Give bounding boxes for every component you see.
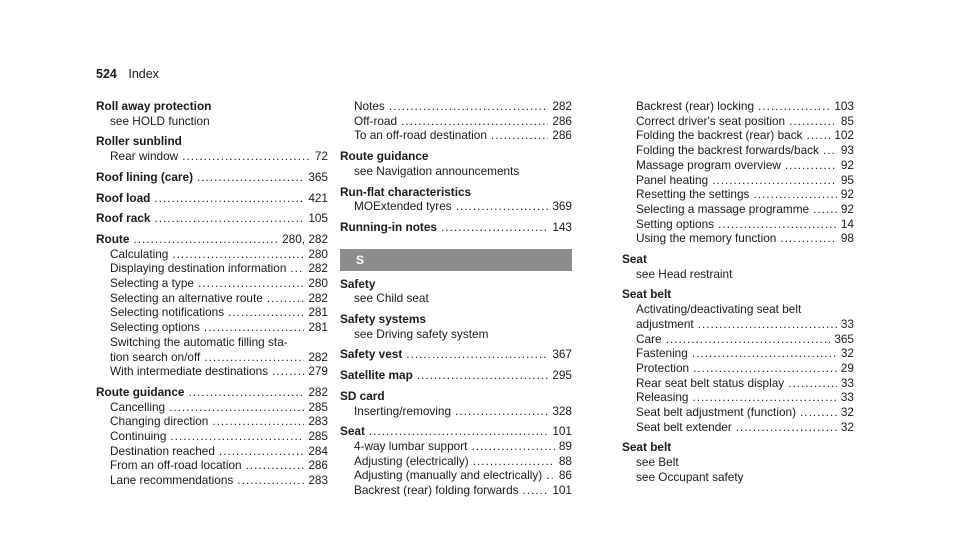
- entry-title: Roll away protection: [96, 99, 212, 113]
- leader-dots: [133, 232, 278, 247]
- leader-dots: [272, 364, 304, 379]
- page-ref: 85: [840, 113, 854, 128]
- leader-dots: [401, 114, 548, 129]
- page-ref: 365: [308, 169, 328, 184]
- page-ref: 282: [308, 384, 328, 399]
- leader-dots: [417, 368, 549, 383]
- index-entry: [340, 389, 572, 418]
- index-entry: [340, 368, 572, 383]
- sub-entry-label: Massage program overview: [636, 157, 781, 172]
- sub-entry: [622, 231, 854, 246]
- entry-heading: [340, 277, 572, 292]
- entry-title: SD card: [340, 388, 385, 403]
- page-ref: 29: [840, 360, 854, 375]
- leader-dots: [736, 420, 837, 435]
- sub-entry-label: Continuing: [110, 429, 167, 444]
- page-ref: 283: [308, 473, 328, 488]
- sub-entry: [96, 364, 328, 379]
- sub-entry-label: see Belt: [636, 455, 679, 470]
- sub-entry-label: Folding the backrest (rear) back: [636, 128, 803, 143]
- page-ref: 421: [308, 190, 328, 205]
- sub-entry: [622, 187, 854, 202]
- page-ref: 284: [308, 443, 328, 458]
- entry-title: Run-flat characteristics: [340, 184, 472, 199]
- sub-entry: [340, 291, 572, 306]
- sub-entry: [622, 302, 854, 317]
- sub-entry: [340, 128, 572, 143]
- sub-entry-label: see Occupant safety: [636, 469, 744, 484]
- sub-entry-label: Selecting an alternative route: [110, 290, 263, 305]
- leader-dots: [785, 158, 837, 173]
- entry-title: Seat: [622, 252, 647, 267]
- entry-heading: [96, 385, 328, 400]
- index-entry: [96, 99, 328, 128]
- sub-entry-label: Selecting notifications: [110, 305, 225, 320]
- sub-entry: [96, 114, 328, 129]
- entry-heading: [340, 389, 572, 404]
- entry-heading: [96, 211, 328, 226]
- page-ref: 32: [840, 405, 854, 420]
- leader-dots: [188, 385, 304, 400]
- entry-heading: [96, 232, 328, 247]
- page-ref: 32: [840, 419, 854, 434]
- sub-entry-label: With intermediate destinations: [110, 364, 269, 379]
- sub-entry: [340, 483, 572, 498]
- leader-dots: [290, 261, 304, 276]
- leader-dots: [546, 468, 555, 483]
- page-ref: 295: [552, 368, 572, 383]
- page-ref: 285: [308, 399, 328, 414]
- sub-entry: [340, 454, 572, 469]
- sub-entry-label: Backrest (rear) folding forwards: [354, 483, 519, 498]
- sub-entry-label: Releasing: [636, 390, 689, 405]
- sub-entry: [96, 458, 328, 473]
- sub-entry: [622, 217, 854, 232]
- page-ref: 365: [834, 331, 854, 346]
- page-ref: 328: [552, 403, 572, 418]
- entry-heading: [340, 185, 572, 200]
- sub-entry-label: Adjusting (manually and electrically): [354, 468, 543, 483]
- leader-dots: [197, 170, 304, 185]
- page-ref: 143: [552, 219, 572, 234]
- page-ref: 103: [834, 99, 854, 113]
- leader-dots: [198, 276, 304, 291]
- page-ref: 92: [840, 201, 854, 216]
- page-ref: 369: [552, 199, 572, 214]
- sub-entry-label: Adjusting (electrically): [354, 453, 469, 468]
- sub-entry: [622, 267, 854, 282]
- entry-heading: [340, 312, 572, 327]
- leader-dots: [170, 429, 304, 444]
- leader-dots: [807, 128, 831, 143]
- page-ref: 282: [552, 99, 572, 113]
- sub-entry-label: Rear seat belt status display: [636, 375, 785, 390]
- entry-title: Roof load: [96, 190, 151, 205]
- sub-entry-label: Panel heating: [636, 172, 709, 187]
- page-ref: 286: [552, 128, 572, 143]
- leader-dots: [455, 404, 548, 419]
- index-column-2: [340, 99, 572, 498]
- sub-entry: [622, 420, 854, 435]
- entry-title: Seat belt: [622, 440, 672, 455]
- sub-entry-label: Destination reached: [110, 443, 215, 458]
- sub-entry-label: Care: [636, 331, 662, 346]
- leader-dots: [228, 305, 304, 320]
- page-ref: 280: [308, 276, 328, 291]
- sub-entry: [340, 199, 572, 214]
- sub-entry-label: Notes: [354, 99, 385, 113]
- sub-entry: [340, 468, 572, 483]
- entry-title: Route guidance: [340, 149, 429, 164]
- index-entry: [340, 424, 572, 498]
- sub-entry-label: see Head restraint: [636, 266, 733, 281]
- leader-dots: [813, 202, 837, 217]
- leader-dots: [169, 400, 304, 415]
- sub-entry: [622, 361, 854, 376]
- page-header: [96, 67, 159, 81]
- entry-heading: [622, 252, 854, 267]
- leader-dots: [172, 247, 304, 262]
- leader-dots: [788, 376, 837, 391]
- entry-heading: [96, 191, 328, 206]
- page-ref: 282: [308, 261, 328, 276]
- leader-dots: [692, 390, 836, 405]
- page-ref: 92: [840, 187, 854, 202]
- sub-entry-label: see Navigation announcements: [354, 163, 520, 178]
- leader-dots: [780, 231, 837, 246]
- sub-entry: [96, 429, 328, 444]
- leader-dots: [369, 424, 548, 439]
- entry-heading: [340, 347, 572, 362]
- section-title: Index: [128, 67, 159, 81]
- sub-entry: [96, 444, 328, 459]
- leader-dots: [204, 320, 304, 335]
- page-ref: 280, 282: [282, 231, 328, 246]
- sub-entry-label: 4-way lumbar support: [354, 438, 468, 453]
- leader-dots: [666, 332, 831, 347]
- page-ref: 281: [308, 305, 328, 320]
- sub-entry-label: Switching the automatic filling sta-: [110, 334, 288, 349]
- leader-dots: [491, 128, 548, 143]
- sub-entry-label: Cancelling: [110, 399, 166, 414]
- sub-entry-label: Setting options: [636, 216, 715, 231]
- leader-dots: [389, 99, 548, 114]
- entry-heading: [622, 287, 854, 302]
- leader-dots: [800, 405, 837, 420]
- sub-entry-label: see Child seat: [354, 291, 429, 306]
- entry-heading: [340, 368, 572, 383]
- index-entry: [340, 312, 572, 341]
- leader-dots: [693, 361, 837, 376]
- sub-entry: [622, 143, 854, 158]
- sub-entry: [96, 276, 328, 291]
- sub-entry-label: Changing direction: [110, 414, 209, 429]
- index-entry: [340, 220, 572, 235]
- index-column-3: [622, 99, 854, 485]
- entry-title: Seat belt: [622, 287, 672, 302]
- sub-entry: [622, 346, 854, 361]
- leader-dots: [246, 458, 305, 473]
- leader-dots: [204, 350, 304, 365]
- page-ref: 14: [840, 216, 854, 231]
- index-entry: [622, 440, 854, 484]
- sub-entry: [622, 390, 854, 405]
- page-ref: 279: [308, 364, 328, 379]
- sub-entry-label: Lane recommendations: [110, 473, 234, 488]
- entry-heading: [96, 170, 328, 185]
- sub-entry: [96, 335, 328, 350]
- entry-title: Safety: [340, 276, 376, 291]
- page-ref: 89: [558, 438, 572, 453]
- index-column-1: [96, 99, 328, 488]
- leader-dots: [456, 199, 549, 214]
- sub-entry-label: MOExtended tyres: [354, 199, 452, 214]
- sub-entry: [622, 158, 854, 173]
- sub-entry: [622, 455, 854, 470]
- page-ref: 282: [308, 290, 328, 305]
- sub-entry-label: Backrest (rear) locking: [636, 99, 755, 113]
- index-entry: [340, 185, 572, 214]
- page-ref: 93: [840, 143, 854, 158]
- leader-dots: [523, 483, 549, 498]
- sub-entry: [96, 320, 328, 335]
- page-ref: 367: [552, 347, 572, 362]
- page-ref: 32: [840, 346, 854, 361]
- entry-title: Seat: [340, 424, 365, 439]
- index-entry: [96, 170, 328, 185]
- sub-entry: [96, 149, 328, 164]
- sub-entry: [96, 291, 328, 306]
- index-entry: [622, 287, 854, 434]
- sub-entry-label: Activating/deactivating seat belt: [636, 302, 802, 317]
- page-ref: 283: [308, 414, 328, 429]
- sub-entry-label: Seat belt adjustment (function): [636, 405, 797, 420]
- page-ref: 286: [308, 458, 328, 473]
- sub-entry: [622, 470, 854, 485]
- page-ref: 101: [552, 483, 572, 498]
- sub-entry: [622, 317, 854, 332]
- sub-entry: [96, 247, 328, 262]
- page-ref: 92: [840, 157, 854, 172]
- letter-band: S: [340, 249, 572, 271]
- entry-heading: [340, 149, 572, 164]
- index-entry: [96, 385, 328, 488]
- sub-entry: [340, 114, 572, 129]
- sub-entry-label: Fastening: [636, 346, 688, 361]
- page-ref: 102: [834, 128, 854, 143]
- sub-entry: [96, 400, 328, 415]
- sub-entry: [96, 350, 328, 365]
- sub-entry: [622, 405, 854, 420]
- leader-dots: [473, 454, 555, 469]
- sub-entry: [96, 261, 328, 276]
- entry-heading: [96, 99, 328, 114]
- sub-entry-label: Selecting options: [110, 320, 200, 335]
- sub-entry-label: Using the memory function: [636, 231, 777, 246]
- page-ref: 105: [308, 211, 328, 226]
- sub-entry: [340, 164, 572, 179]
- sub-entry-label: Selecting a type: [110, 276, 194, 291]
- sub-entry: [622, 202, 854, 217]
- sub-entry-label: Rear window: [110, 149, 179, 164]
- sub-entry-label: Off-road: [354, 113, 398, 128]
- leader-dots: [219, 444, 304, 459]
- sub-entry: [340, 99, 572, 114]
- sub-entry-label: From an off-road location: [110, 458, 242, 473]
- leader-dots: [212, 414, 304, 429]
- leader-dots: [237, 473, 304, 488]
- sub-entry: [622, 332, 854, 347]
- page-ref: 86: [558, 468, 572, 483]
- leader-dots: [406, 347, 548, 362]
- sub-entry: [622, 114, 854, 129]
- sub-entry-label: Displaying destination information: [110, 261, 287, 276]
- sub-entry-label: Seat belt extender: [636, 419, 732, 434]
- leader-dots: [718, 217, 837, 232]
- sub-entry-label: To an off-road destination: [354, 128, 487, 143]
- index-entry: [622, 252, 854, 281]
- page-ref: 33: [840, 316, 854, 331]
- leader-dots: [154, 211, 304, 226]
- leader-dots: [758, 99, 830, 114]
- index-entry: [340, 277, 572, 306]
- sub-entry: [622, 376, 854, 391]
- page-ref: 280: [308, 246, 328, 261]
- sub-entry-label: adjustment: [636, 316, 694, 331]
- leader-dots: [471, 439, 554, 454]
- entry-title: Route: [96, 231, 130, 246]
- sub-entry: [340, 439, 572, 454]
- index-entry: [340, 149, 572, 178]
- leader-dots: [698, 317, 837, 332]
- leader-dots: [712, 173, 837, 188]
- sub-entry-label: see Driving safety system: [354, 326, 489, 341]
- sub-entry: [96, 473, 328, 488]
- entry-heading: [96, 134, 328, 149]
- sub-entry-label: Selecting a massage programme: [636, 201, 810, 216]
- leader-dots: [823, 143, 837, 158]
- entry-heading: [340, 424, 572, 439]
- sub-entry: [96, 414, 328, 429]
- entry-title: Roof rack: [96, 211, 151, 226]
- leader-dots: [441, 220, 548, 235]
- sub-entry-label: Correct driver's seat position: [636, 113, 786, 128]
- index-entry: [96, 191, 328, 206]
- page-ref: 286: [552, 113, 572, 128]
- sub-entry-label: Folding the backrest forwards/back: [636, 143, 819, 158]
- index-entry: [340, 99, 572, 143]
- page-ref: 281: [308, 320, 328, 335]
- leader-dots: [692, 346, 837, 361]
- leader-dots: [182, 149, 311, 164]
- sub-entry-label: Inserting/removing: [354, 403, 452, 418]
- page-ref: 101: [552, 424, 572, 439]
- page-ref: 95: [840, 172, 854, 187]
- entry-title: Safety vest: [340, 347, 403, 362]
- entry-title: Roof lining (care): [96, 169, 193, 184]
- leader-dots: [789, 114, 837, 129]
- sub-entry: [340, 404, 572, 419]
- page-ref: 282: [308, 349, 328, 364]
- page-ref: 72: [314, 149, 328, 164]
- entry-title: Satellite map: [340, 368, 413, 383]
- index-entry: [96, 134, 328, 163]
- page-ref: 285: [308, 429, 328, 444]
- sub-entry: [96, 305, 328, 320]
- leader-dots: [267, 291, 305, 306]
- entry-heading: [340, 220, 572, 235]
- entry-title: Safety systems: [340, 312, 426, 327]
- sub-entry-label: Protection: [636, 360, 690, 375]
- entry-heading: [622, 440, 854, 455]
- page-ref: 98: [840, 231, 854, 246]
- sub-entry-label: see HOLD function: [110, 113, 210, 128]
- sub-entry: [340, 327, 572, 342]
- page-ref: 33: [840, 375, 854, 390]
- index-entry: [96, 211, 328, 226]
- entry-title: Route guidance: [96, 384, 185, 399]
- sub-entry: [622, 128, 854, 143]
- page-ref: 33: [840, 390, 854, 405]
- index-entry: [622, 99, 854, 246]
- sub-entry-label: Resetting the settings: [636, 187, 750, 202]
- leader-dots: [154, 191, 304, 206]
- index-entry: [340, 347, 572, 362]
- sub-entry: [622, 173, 854, 188]
- entry-title: Roller sunblind: [96, 134, 182, 149]
- sub-entry-label: tion search on/off: [110, 349, 201, 364]
- leader-dots: [753, 187, 836, 202]
- entry-title: Running-in notes: [340, 219, 437, 234]
- page-ref: 88: [558, 453, 572, 468]
- sub-entry-label: Calculating: [110, 246, 169, 261]
- page-number: 524: [96, 67, 117, 81]
- sub-entry: [622, 99, 854, 114]
- index-entry: [96, 232, 328, 379]
